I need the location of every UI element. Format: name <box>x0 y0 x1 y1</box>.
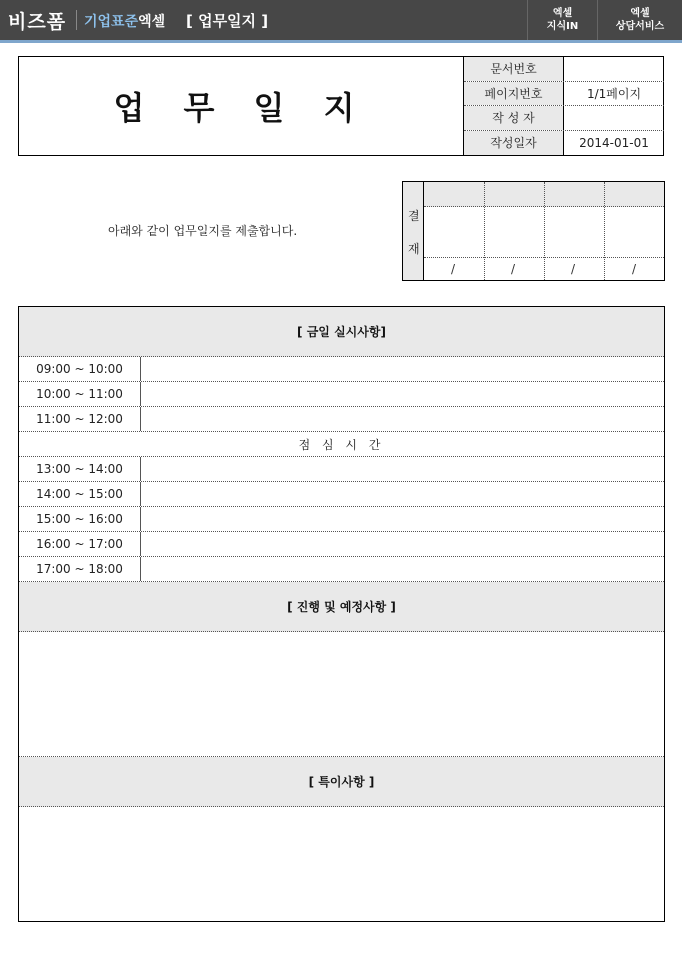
special-content-area[interactable] <box>19 807 664 921</box>
excel-consult-line1: 엑셀 <box>630 8 650 19</box>
time-slot: 13:00 ~ 14:00 <box>19 457 141 481</box>
approval-divider <box>544 182 545 280</box>
brand-bold: 엑셀 <box>138 14 166 30</box>
meta-key: 작 성 자 <box>464 106 564 130</box>
time-slot: 14:00 ~ 15:00 <box>19 482 141 506</box>
approval-box <box>402 181 665 281</box>
brand-light: 기업표준 <box>84 14 139 30</box>
meta-value[interactable]: 2014-01-01 <box>579 135 649 150</box>
time-slot: 15:00 ~ 16:00 <box>19 507 141 531</box>
meta-value[interactable] <box>564 57 664 81</box>
progress-content-area[interactable] <box>19 632 664 757</box>
document-tag: [ 업무일지 ] <box>186 12 269 30</box>
document-title: 업 무 일 지 <box>113 89 369 127</box>
schedule-row[interactable] <box>19 557 664 582</box>
section-progress: [ 진행 및 예정사항 ] <box>19 582 664 632</box>
bizforms-logo[interactable]: 비즈폼 <box>8 11 67 33</box>
approval-divider <box>604 182 605 280</box>
meta-key: 작성일자 <box>464 131 564 156</box>
brand-name[interactable] <box>84 11 165 31</box>
excel-consult-button[interactable] <box>597 0 682 40</box>
excel-knowledge-button[interactable] <box>527 0 597 40</box>
excel-knowledge-line1: 엑셀 <box>552 8 573 19</box>
approval-label-bottom: 재 <box>408 242 420 256</box>
work-log-table <box>18 306 665 922</box>
divider <box>76 10 77 30</box>
meta-key: 페이지번호 <box>464 82 564 106</box>
submit-statement: 아래와 같이 업무일지를 제출합니다. <box>108 224 298 238</box>
excel-consult-line2: 상담서비스 <box>615 21 665 32</box>
meta-row-date <box>464 131 664 156</box>
meta-key: 문서번호 <box>464 57 564 81</box>
approval-date-slash[interactable]: / <box>451 262 456 276</box>
meta-row-doc-number <box>464 57 664 82</box>
excel-knowledge-line2: 지식IN <box>546 21 579 32</box>
time-slot: 16:00 ~ 17:00 <box>19 532 141 556</box>
topbar-accent-line <box>0 40 682 43</box>
section-today: [ 금일 실시사항] <box>19 307 664 357</box>
meta-value[interactable] <box>564 106 664 130</box>
schedule-row[interactable] <box>19 357 664 382</box>
schedule-row[interactable] <box>19 532 664 557</box>
meta-row-page-number <box>464 82 664 107</box>
schedule-row[interactable] <box>19 457 664 482</box>
top-bar <box>0 0 682 40</box>
meta-row-author <box>464 106 664 131</box>
approval-date-slash[interactable]: / <box>632 262 637 276</box>
document-meta-table <box>463 57 664 155</box>
schedule-row[interactable] <box>19 482 664 507</box>
lunch-row: 점 심 시 간 <box>19 432 664 457</box>
section-special: [ 특이사항 ] <box>19 757 664 807</box>
document-header <box>18 56 664 156</box>
time-slot: 09:00 ~ 10:00 <box>19 357 141 381</box>
approval-divider <box>484 182 485 280</box>
time-slot: 11:00 ~ 12:00 <box>19 407 141 431</box>
approval-date-slash[interactable]: / <box>511 262 516 276</box>
schedule-row[interactable] <box>19 407 664 432</box>
approval-label <box>403 182 424 280</box>
time-slot: 17:00 ~ 18:00 <box>19 557 141 581</box>
approval-label-top: 결 <box>408 209 420 223</box>
schedule-row[interactable] <box>19 382 664 407</box>
schedule-row[interactable] <box>19 507 664 532</box>
approval-date-slash[interactable]: / <box>571 262 576 276</box>
meta-value[interactable]: 1/1페이지 <box>586 86 642 101</box>
time-slot: 10:00 ~ 11:00 <box>19 382 141 406</box>
